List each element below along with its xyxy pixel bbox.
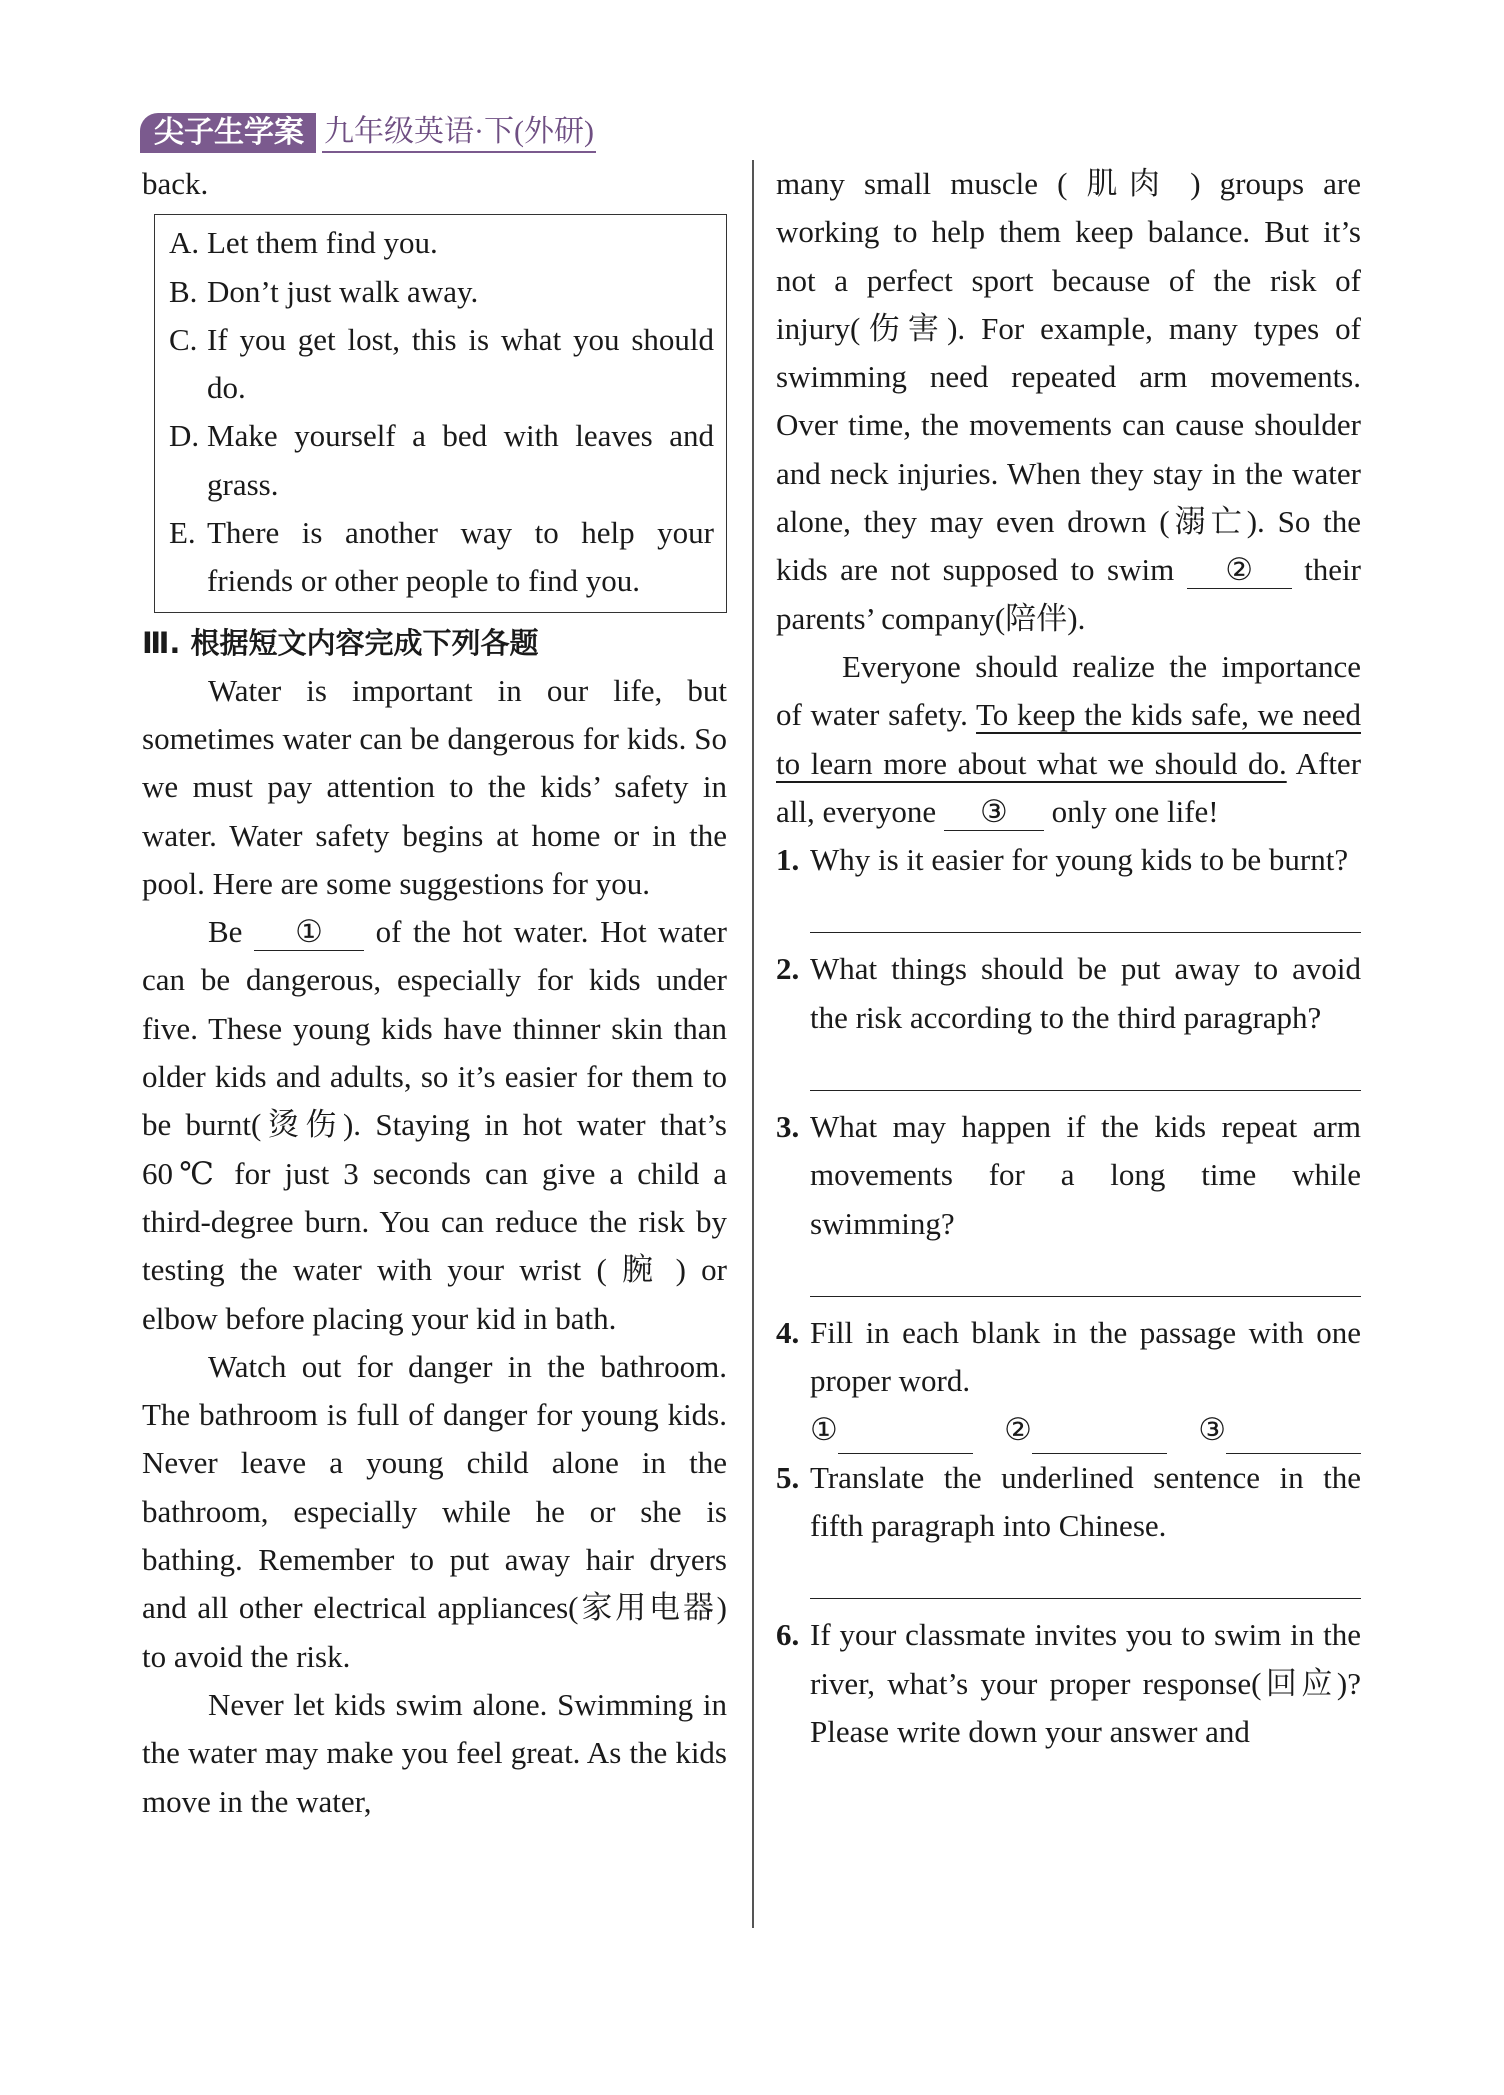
section-title: Ⅲ. 根据短文内容完成下列各题 [142,625,539,660]
underlined-sentence: To keep the kids safe, we need to learn more about what we should do. [776,697,1361,781]
blank-1[interactable]: ① [254,914,364,951]
question-5: 5. Translate the underlined sentence in the fifth paragraph into Chinese. [776,1459,1361,1544]
question-4: 4. Fill in each blank in the passage with one proper word. [776,1314,1361,1399]
question-2: 2. What things should be put away to avoid the risk according to the third paragraph? [776,951,1361,1035]
answer-line-2[interactable] [810,1042,1361,1091]
option-item: C. If you get lost, this is what you should do. [169,321,714,406]
question-3: 3. What may happen if the kids repeat arm movements for a long time while swimming? [776,1109,1361,1241]
paragraph-1: Water is important in our life, but sometimes water can be dangerous for kids. So we must pay attention to the kids’ safety in water. Water safety begins at home or in the pool. Here are some suggestions for you. [142,672,727,901]
question-1: 1. Why is it easier for young kids to be burnt? [776,842,1349,878]
option-item: E. There is another way to help your friends or other people to find you. [169,515,714,599]
fill-blank-1[interactable] [838,1419,973,1454]
fill-blank-2[interactable] [1032,1419,1167,1454]
continued-text: back. [142,166,209,201]
left-column [142,160,727,1826]
page-header [140,113,596,153]
book-subtitle: 九年级英语·下(外研) [322,113,596,153]
answer-line-1[interactable] [810,884,1361,933]
right-column [776,160,1361,1756]
answer-line-3[interactable] [810,1248,1361,1297]
paragraph-4: Never let kids swim alone. Swimming in the water may make you feel great. As the kids move in the water, [142,1686,727,1819]
blank-2[interactable]: ② [1187,552,1292,589]
paragraph-3: Watch out for danger in the bathroom. The bathroom is full of danger for young kids. Never leave a young child alone in the bathroom, especially while he or she is bathing. Remember to put away hair dryers and all other electrical appliances(家用电器) to avoid the risk. [142,1348,727,1674]
options-box [154,214,727,612]
question-6: 6. If your classmate invites you to swim in the river, what’s your proper response(回应)? Please write down your answer and [776,1617,1361,1750]
option-item: B. Don’t just walk away. [169,273,479,309]
brand-label: 尖子生学案 [140,113,316,153]
answer-line-5[interactable] [810,1550,1361,1599]
option-item: D. Make yourself a bed with leaves and grass. [169,418,714,502]
blank-3[interactable]: ③ [944,794,1044,831]
column-divider [752,160,754,1928]
paragraph-5: Everyone should realize the importance of water safety. To keep the kids safe, we need to learn more about what we should do. After all, everyone ③ only one life! [776,648,1362,829]
paragraph-2: Be ① of the hot water. Hot water can be dangerous, especially for kids under five. These young kids have thinner skin than older kids and adults, so it’s easier for them to be burnt(烫伤). Staying in hot water that’s 60℃ for just 3 seconds can give a child a third-degree burn. You can reduce the risk by testing the water with your wrist ( 腕 ) or elbow before placing your kid in bath. [142,914,728,1336]
fill-blank-3[interactable] [1226,1419,1361,1454]
paragraph-4-continued: many small muscle ( 肌肉 ) groups are working to help them keep balance. But it’s not a perfect sport because of the risk of injury(伤害). For example, many types of swimming need repeated arm movements. Over time, the movements can cause shoulder and neck injuries. When they stay in the water alone, they may even drown (溺亡). So the kids are not supposed to swim ② their parents’ company(陪伴). [776,166,1361,636]
option-item: A. Let them find you. [169,225,438,261]
fill-blanks-row: ① ② ③ [810,1406,1361,1454]
